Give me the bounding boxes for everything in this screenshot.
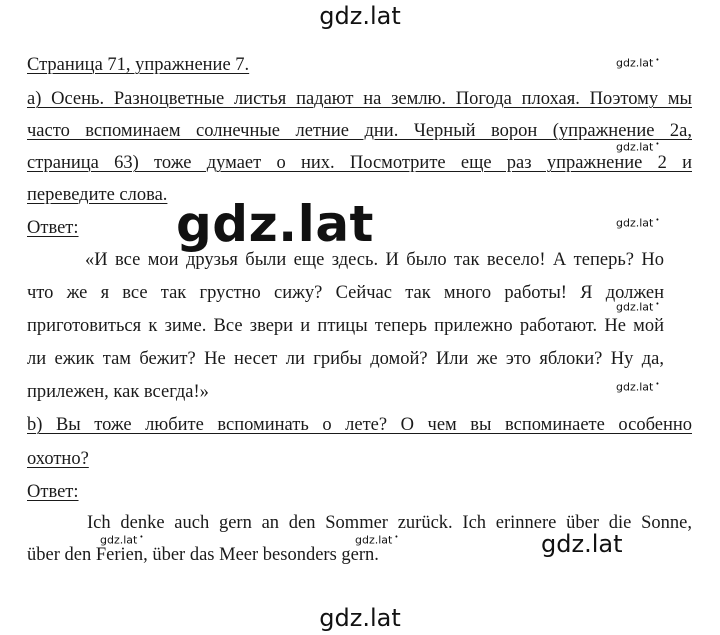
answer-label: Ответ:	[27, 482, 79, 502]
task-a-line: переведите слова.	[27, 185, 168, 205]
watermark-bottom: gdz.lat	[319, 604, 401, 632]
answer-label: Ответ:	[27, 218, 79, 238]
watermark-top: gdz.lat	[319, 2, 401, 30]
watermark-small: gdz.lat •	[355, 533, 399, 547]
answer-b-line: über den Ferien, über das Meer besonders gern.	[27, 545, 379, 565]
watermark-small: gdz.lat •	[616, 140, 660, 154]
answer-a-line: что же я все так грустно сижу? Сейчас так много работы! Я должен	[27, 283, 664, 303]
watermark-small: gdz.lat •	[616, 380, 660, 394]
task-b-line: b) Вы тоже любите вспоминать о лете? О чем вы вспоминаете особенно	[27, 415, 692, 435]
answer-a-line: приготовиться к зиме. Все звери и птицы теперь прилежно работают. Не мой	[27, 316, 664, 336]
answer-a-line: ли ежик там бежит? Не несет ли грибы домой? Или же это яблоки? Ну да,	[27, 349, 664, 369]
page-header: Страница 71, упражнение 7.	[27, 55, 250, 75]
watermark-small: gdz.lat •	[616, 56, 660, 70]
watermark-middle: gdz.lat	[541, 530, 623, 558]
answer-a-line: «И все мои друзья были еще здесь. И было так весело! А теперь? Но	[85, 250, 664, 270]
task-a-line: часто вспоминаем солнечные летние дни. Черный ворон (упражнение 2а,	[27, 121, 692, 141]
task-a-line: страница 63) тоже думает о них. Посмотрите еще раз упражнение 2 и	[27, 153, 692, 173]
watermark-small: gdz.lat •	[616, 216, 660, 230]
answer-a-line: прилежен, как всегда!»	[27, 382, 209, 402]
watermark-large: gdz.lat	[176, 195, 374, 253]
task-b-line: охотно?	[27, 449, 89, 469]
task-a-line: а) Осень. Разноцветные листья падают на землю. Погода плохая. Поэтому мы	[27, 89, 692, 109]
watermark-small: gdz.lat •	[616, 300, 660, 314]
answer-b-line: Ich denke auch gern an den Sommer zurück. Ich erinnere über die Sonne,	[87, 513, 692, 533]
watermark-small: gdz.lat •	[100, 533, 144, 547]
